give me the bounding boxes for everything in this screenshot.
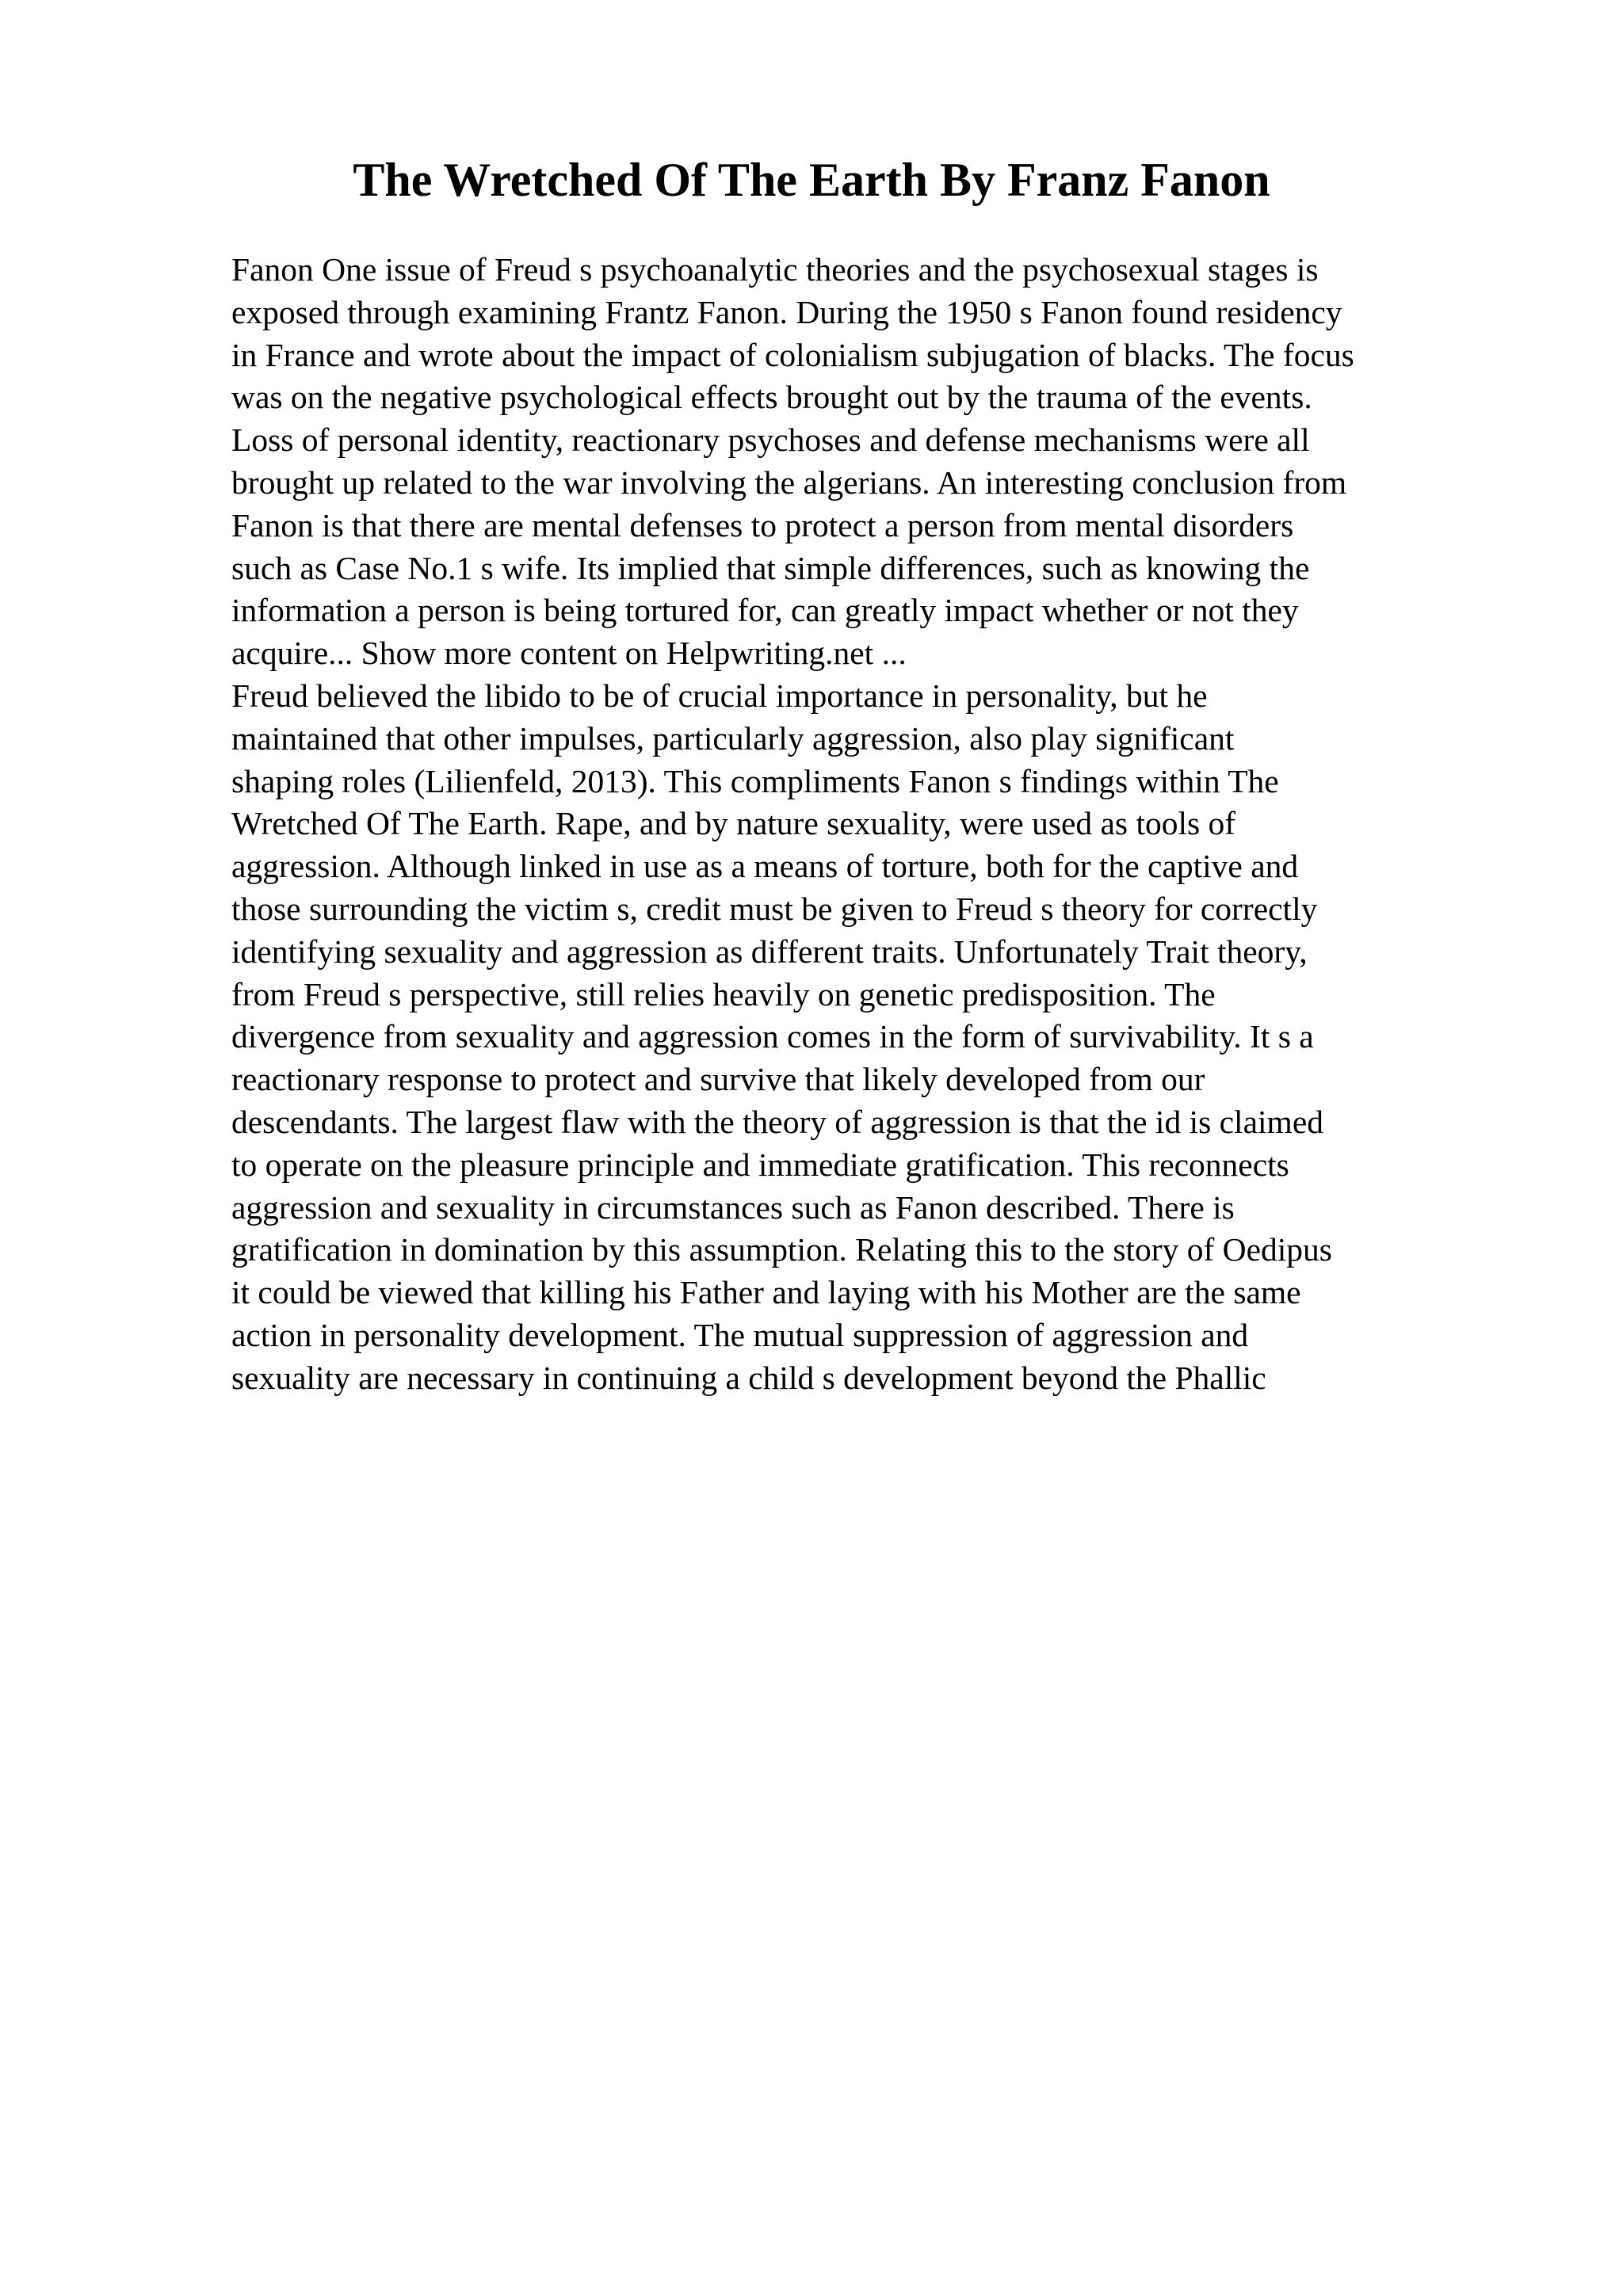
text-line: exposed through examining Frantz Fanon. During the 1950 s Fanon found residency [231, 293, 1342, 330]
text-line: to operate on the pleasure principle and immediate gratification. This reconnects [231, 1146, 1289, 1183]
text-line: was on the negative psychological effects brought out by the trauma of the events. [231, 379, 1312, 416]
text-line: shaping roles (Lilienfeld, 2013). This compliments Fanon s findings within The [231, 762, 1279, 799]
text-line: those surrounding the victim s, credit must be given to Freud s theory for correctly [231, 890, 1318, 927]
text-line: reactionary response to protect and survive that likely developed from our [231, 1061, 1205, 1098]
text-line: from Freud s perspective, still relies heavily on genetic predisposition. The [231, 975, 1216, 1013]
text-line: identifying sexuality and aggression as different traits. Unfortunately Trait theory, [231, 933, 1308, 970]
text-line: gratification in domination by this assumption. Relating this to the story of Oedipus [231, 1231, 1332, 1268]
text-line: sexuality are necessary in continuing a child s development beyond the Phallic [231, 1359, 1266, 1396]
text-line: information a person is being tortured for, can greatly impact whether or not they [231, 592, 1299, 629]
text-line: such as Case No.1 s wife. Its implied that simple differences, such as knowing the [231, 549, 1310, 586]
text-line: descendants. The largest flaw with the theory of aggression is that the id is claimed [231, 1103, 1323, 1140]
text-line: it could be viewed that killing his Father and laying with his Mother are the same [231, 1274, 1301, 1311]
text-line: brought up related to the war involving the algerians. An interesting conclusion from [231, 463, 1347, 501]
text-line: divergence from sexuality and aggression comes in the form of survivability. It s a [231, 1018, 1314, 1055]
text-line: maintained that other impulses, particularly aggression, also play significant [231, 719, 1235, 757]
text-line: Fanon is that there are mental defenses to protect a person from mental disorders [231, 506, 1294, 543]
paragraph-2 [231, 675, 1507, 1400]
text-line: Freud believed the libido to be of crucial importance in personality, but he [231, 677, 1208, 714]
text-line: acquire... Show more content on Helpwriting.net ... [231, 635, 907, 672]
text-line: Wretched Of The Earth. Rape, and by nature sexuality, were used as tools of [231, 805, 1236, 842]
text-line: action in personality development. The mutual suppression of aggression and [231, 1316, 1249, 1353]
text-line: Loss of personal identity, reactionary psychoses and defense mechanisms were all [231, 421, 1310, 459]
text-line: aggression. Although linked in use as a means of torture, both for the captive and [231, 848, 1299, 885]
text-line: in France and wrote about the impact of colonialism subjugation of blacks. The focus [231, 336, 1354, 373]
text-line: Fanon One issue of Freud s psychoanalytic theories and the psychosexual stages is [231, 251, 1319, 288]
document-body [231, 249, 1507, 1400]
paragraph-1 [231, 249, 1507, 675]
text-line: aggression and sexuality in circumstances such as Fanon described. There is [231, 1188, 1235, 1226]
document-title: The Wretched Of The Earth By Franz Fanon [353, 154, 1270, 206]
